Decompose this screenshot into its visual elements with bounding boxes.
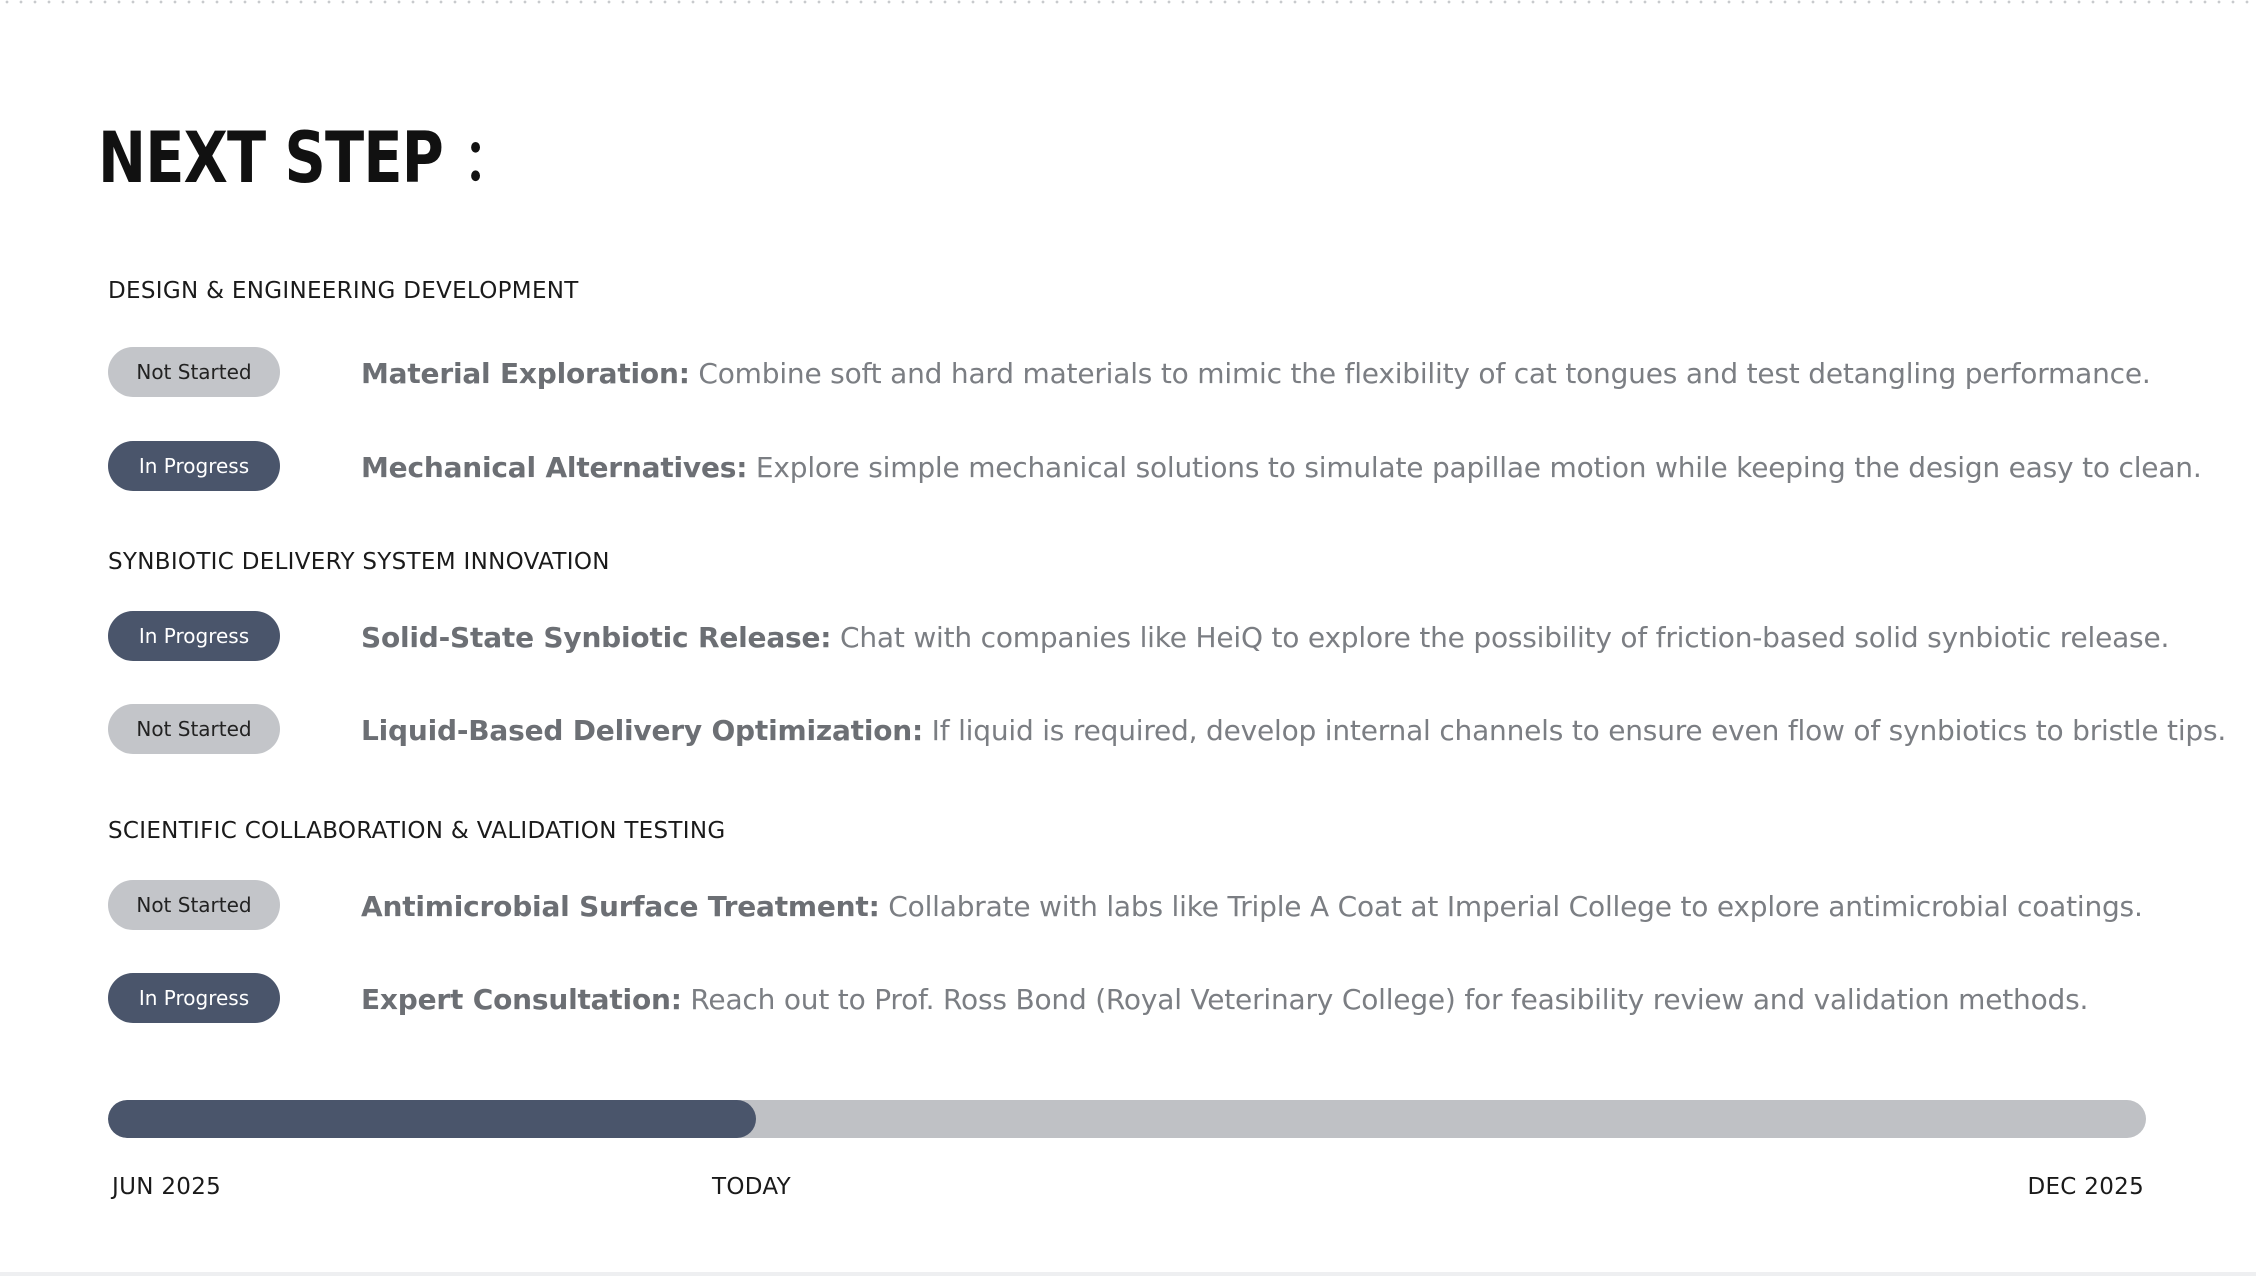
- section-heading-scientific: SCIENTIFIC COLLABORATION & VALIDATION TESTING: [108, 818, 726, 844]
- task-name: Solid-State Synbiotic Release:: [361, 621, 832, 654]
- status-badge-not-started: Not Started: [108, 347, 280, 397]
- status-badge-in-progress: In Progress: [108, 611, 280, 661]
- status-badge-in-progress: In Progress: [108, 441, 280, 491]
- timeline-today-label: TODAY: [712, 1174, 791, 1200]
- task-mechanical-alternatives: [361, 443, 2221, 493]
- task-name: Expert Consultation:: [361, 983, 682, 1016]
- task-description: Chat with companies like HeiQ to explore the possibility of friction-based solid synbiotic release.: [831, 621, 2170, 654]
- section-heading-design: DESIGN & ENGINEERING DEVELOPMENT: [108, 278, 579, 304]
- task-antimicrobial-treatment: [361, 882, 2221, 932]
- status-badge-not-started: Not Started: [108, 880, 280, 930]
- task-expert-consultation: [361, 975, 2221, 1025]
- timeline-progress-fill: [108, 1100, 756, 1138]
- task-liquid-delivery: [361, 706, 2227, 756]
- page-title: NEXT STEP ：: [98, 117, 519, 199]
- top-dotted-border: [0, 0, 2256, 4]
- timeline-progress-bar: [108, 1100, 2146, 1138]
- task-name: Liquid-Based Delivery Optimization:: [361, 714, 923, 747]
- timeline-end-label: DEC 2025: [2027, 1174, 2144, 1200]
- task-description: Reach out to Prof. Ross Bond (Royal Veterinary College) for feasibility review and validation methods.: [681, 983, 2089, 1016]
- task-description: Collabrate with labs like Triple A Coat at Imperial College to explore antimicrobial coatings.: [879, 890, 2143, 923]
- timeline-start-label: JUN 2025: [112, 1174, 222, 1200]
- task-description: Combine soft and hard materials to mimic the flexibility of cat tongues and test detangling performance.: [689, 357, 2151, 390]
- task-name: Material Exploration:: [361, 357, 690, 390]
- status-badge-in-progress: In Progress: [108, 973, 280, 1023]
- status-badge-not-started: Not Started: [108, 704, 280, 754]
- task-name: Antimicrobial Surface Treatment:: [361, 890, 880, 923]
- task-name: Mechanical Alternatives:: [361, 451, 748, 484]
- task-material-exploration: [361, 349, 2221, 399]
- section-heading-synbiotic: SYNBIOTIC DELIVERY SYSTEM INNOVATION: [108, 549, 610, 575]
- task-description: If liquid is required, develop internal channels to ensure even flow of synbiotics to bristle tips.: [922, 714, 2227, 747]
- task-description: Explore simple mechanical solutions to simulate papillae motion while keeping the design easy to clean.: [747, 451, 2202, 484]
- task-solid-state-release: [361, 613, 2221, 663]
- bottom-divider: [0, 1272, 2256, 1276]
